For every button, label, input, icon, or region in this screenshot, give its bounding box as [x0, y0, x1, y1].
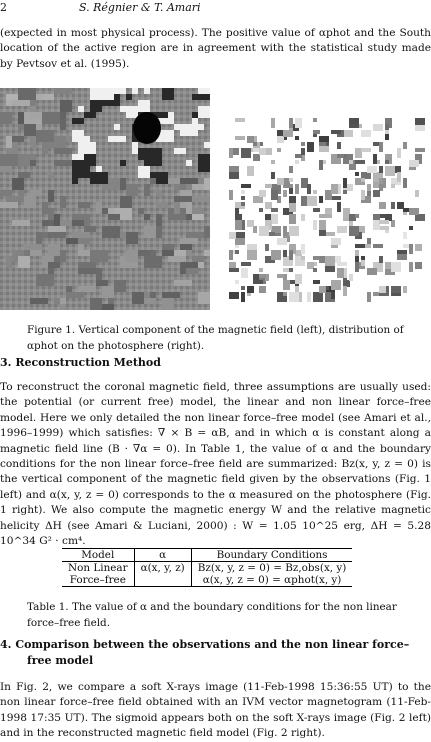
table1-header-bc: Boundary Conditions [191, 549, 352, 562]
intro-paragraph: (expected in most physical process). The positive value of αphot and the South location of the active region are in agreement with the statistical study made by Pevtsov et al. (1995). [0, 27, 431, 70]
table1-header-alpha: α [134, 549, 191, 562]
table-cell: Force–free [62, 574, 134, 587]
figure1-caption: Figure 1. Vertical component of the magnetic field (left), distribution of αphot on the photosphere (right). [27, 324, 404, 352]
table1 [62, 548, 352, 587]
table-cell: Bz(x, y, z = 0) = Bz,obs(x, y) [191, 562, 352, 575]
table-row [62, 574, 352, 587]
section4-paragraph: In Fig. 2, we compare a soft X-rays image (11-Feb-1998 15:36:55 UT) to the non linear force–free field obtained with an IVM vector magnetogram (11-Feb-1998 17:35 UT). The sigmoid appears both on the soft X-rays image (Fig. 2 left) and in the reconstructed magnetic field model (Fig. 2 right). [0, 681, 431, 740]
table1-header-model: Model [62, 549, 134, 562]
section3-heading: 3. Reconstruction Method [0, 356, 161, 369]
table-cell: Non Linear [68, 562, 128, 574]
figure1-magnetogram [0, 88, 210, 310]
section3-paragraph: To reconstruct the coronal magnetic field, three assumptions are usually used: the potential (or current free) model, the linear and non linear force–free model. Here we only detailed the non linear force–free model (see Amari et al., 1996–1999) which satisfies: ∇ × B = αB, and in which α is constant along a magnetic field line (B · ∇α = 0). In Table 1, the value of α and the boundary conditions for the non linear force–free field are summarized: Bz(x, y, z = 0) is the vertical component of the magnetic field given by the observations (Fig. 1 left) and α(x, y, z = 0) corresponds to the α measured on the photosphere (Fig. 1 right). We also compute the magnetic energy W and the relative magnetic helicity ΔH (see Amari & Luciani, 2000) : W = 1.05 10^25 erg, ΔH = 5.28 10^34 G² · cm⁴. [0, 381, 431, 548]
section4-heading-line1: 4. Comparison between the observations and the non linear force– [0, 638, 410, 651]
table-cell: α(x, y, z = 0) = αphot(x, y) [191, 574, 352, 587]
table-cell: α(x, y, z) [134, 562, 191, 575]
section4-heading-line2: free model [27, 654, 94, 667]
running-title: S. Régnier & T. Amari [79, 1, 201, 14]
page-number: 2 [0, 1, 7, 14]
table-cell [134, 574, 191, 587]
table1-caption: Table 1. The value of α and the boundary conditions for the non linear force–free field. [27, 601, 397, 629]
figure1-alpha-map [219, 88, 431, 310]
table-row [62, 562, 352, 575]
